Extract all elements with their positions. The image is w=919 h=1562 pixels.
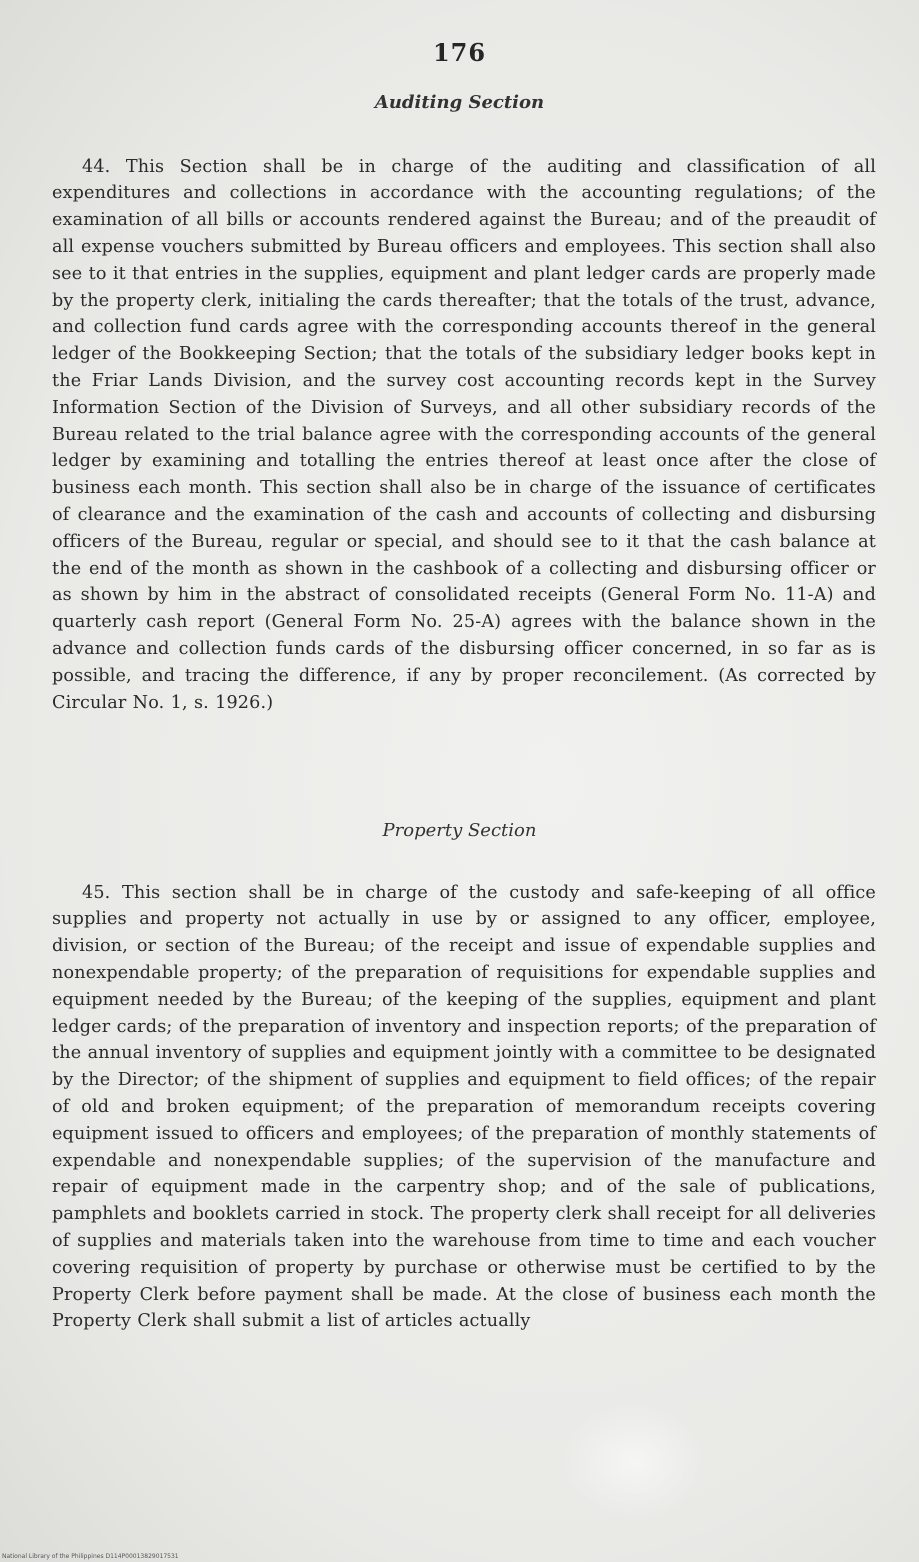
paragraph-45: 45. This section shall be in charge of the custody and safe-keeping of all office supplies and property not actually in use by or assigned to any officer, employee, division, or section of the Bureau; of the receipt and issue of expendable supplies and nonexpendable property; of the preparation of requisitions for expendable supplies and equipment needed by the Bureau; of the keeping of the supplies, equipment and plant ledger cards; of the preparation of inventory and inspection reports; of the preparation of the annual inventory of supplies and equipment jointly with a committee to be designated by the Director; of the shipment of supplies and equipment to field offices; of the repair of old and broken equipment; of the preparation of memorandum receipts covering equipment issued to officers and employees; of the preparation of monthly statements of expendable and nonexpendable supplies; of the supervision of the manufacture and repair of equipment made in the carpentry shop; and of the sale of publications, pamphlets and booklets carried in stock. The property clerk shall receipt for all deliveries of supplies and materials taken into the warehouse from time to time and each voucher covering requisition of property by purchase or otherwise must be certified to by the Property Clerk before payment shall be made. At the close of business each month the Property Clerk shall submit a list of articles actually <box>52 882 876 1332</box>
page-number: 176 <box>432 38 487 67</box>
section-heading-auditing: Auditing Section <box>374 92 545 113</box>
footer-credit: National Library of the Philippines D114P00013829017531 <box>2 1553 179 1560</box>
section-heading-property: Property Section <box>382 820 537 841</box>
paper-smudge <box>559 1402 709 1522</box>
paragraph-44: 44. This Section shall be in charge of the auditing and classification of all expenditures and collections in accordance with the accounting regulations; of the examination of all bills or accounts rendered against the Bureau; and of the preaudit of all expense vouchers submitted by Bureau officers and employees. This section shall also see to it that entries in the supplies, equipment and plant ledger cards are properly made by the property clerk, initialing the cards thereafter; that the totals of the trust, advance, and collection fund cards agree with the corresponding accounts thereof in the general ledger of the Bookkeeping Section; that the totals of the subsidiary ledger books kept in the Friar Lands Division, and the survey cost accounting records kept in the Survey Information Section of the Division of Surveys, and all other subsidiary records of the Bureau related to the trial balance agree with the corresponding accounts of the general ledger by examining and totalling the entries thereof at least once after the close of business each month. This section shall also be in charge of the issuance of certificates of clearance and the examination of the cash and accounts of collecting and disbursing officers of the Bureau, regular or special, and should see to it that the cash balance at the end of the month as shown in the cashbook of a collecting and disbursing officer or as shown by him in the abstract of consolidated receipts (General Form No. 11-A) and quarterly cash report (General Form No. 25-A) agrees with the balance shown in the advance and collection funds cards of the disbursing officer concerned, in so far as is possible, and tracing the difference, if any by proper reconcilement. (As corrected by Circular No. 1, s. 1926.) <box>52 156 876 713</box>
